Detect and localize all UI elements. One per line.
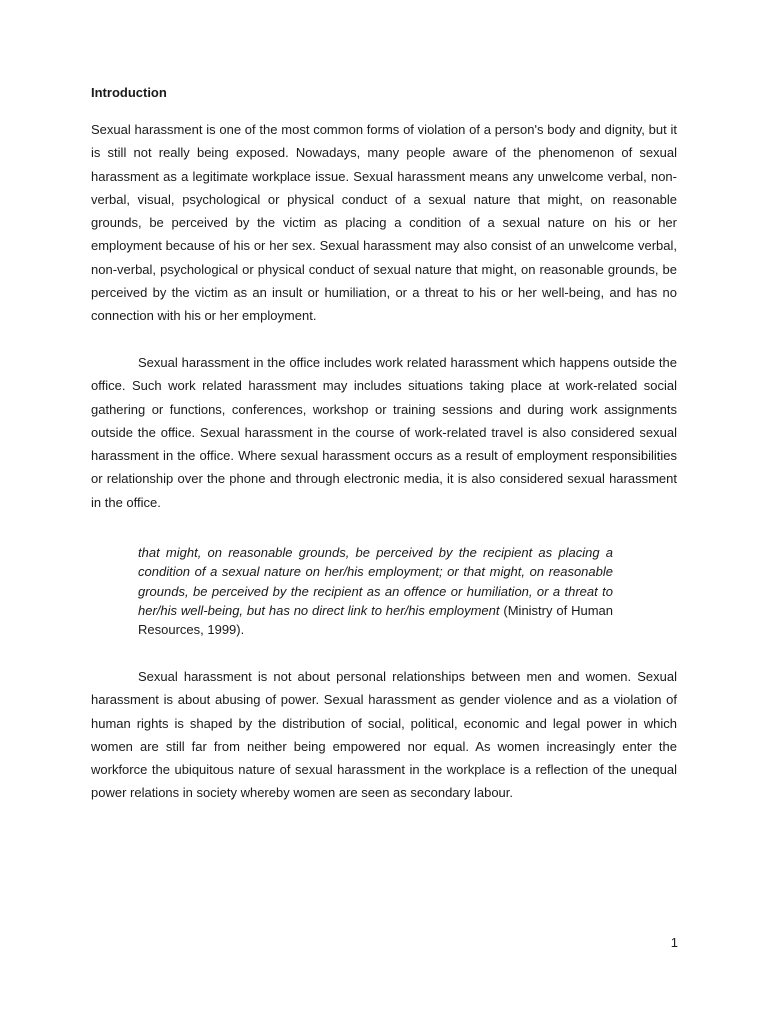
paragraph-office-harassment: Sexual harassment in the office includes work related harassment which happens outside the office. Such work related harassment may includes situations taking place at work-related social gathering or functions, conferences, workshop or training sessions and during work assignments outside the office. Sexual harassment in the course of work-related travel is also considered sexual harassment in the office. Where sexual harassment occurs as a result of employment responsibilities or relationship over the phone and through electronic media, it is also considered sexual harassment in the office. <box>91 355 677 510</box>
paragraph-power-relations: Sexual harassment is not about personal relationships between men and women. Sexual harassment is about abusing of power. Sexual harassment as gender violence and as a violation of human rights is shaped by the distribution of social, political, economic and legal power in which women are still far from neither being empowered nor equal. As women increasingly enter the workforce the ubiquitous nature of sexual harassment in the workplace is a reflection of the unequal power relations in society whereby women are seen as secondary labour. <box>91 669 677 801</box>
block-quote-citation: (Ministry of Human Resources, 1999). <box>138 602 613 638</box>
paragraph-definition: Sexual harassment is one of the most common forms of violation of a person's body and dignity, but it is still not really being exposed. Nowadays, many people aware of the phenomenon of sexual harassment as a legitimate workplace issue. Sexual harassment means any unwelcome verbal, non-verbal, visual, psychological or physical conduct of a sexual nature that might, on reasonable grounds, be perceived by the victim as placing a condition of a sexual nature on his or her employment because of his or her sex. Sexual harassment may also consist of an unwelcome verbal, non-verbal, psychological or physical conduct of sexual nature that might, on reasonable grounds, be perceived by the victim as an insult or humiliation, or a threat to his or her well-being, and has no connection with his or her employment. <box>91 122 677 324</box>
block-quote-text: that might, on reasonable grounds, be perceived by the recipient as placing a condition of a sexual nature on her/his employment; or that might, on reasonable grounds, be perceived by the recipient as an offence or humiliation, or a threat to her/his well-being, but has no direct link to her/his employment <box>138 545 613 618</box>
block-quote <box>138 543 613 639</box>
page-number: 1 <box>670 935 678 950</box>
section-heading: Introduction <box>91 85 167 100</box>
